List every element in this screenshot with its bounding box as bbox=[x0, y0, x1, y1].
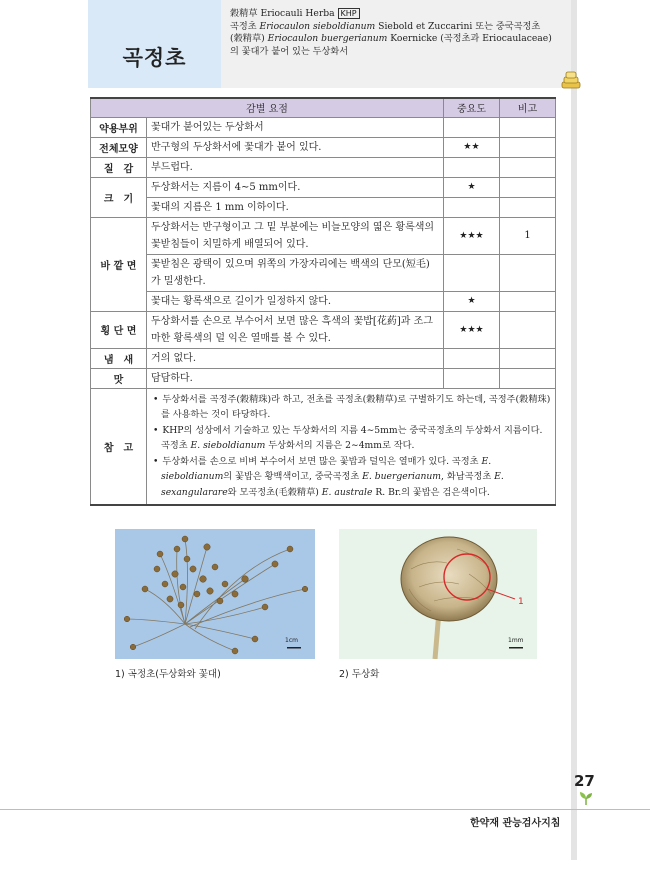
book-title: 한약재 관능검사지침 bbox=[470, 818, 561, 829]
definition-line-4: 의 꽃대가 붙어 있는 두상화서 bbox=[230, 45, 349, 57]
right-rail bbox=[571, 0, 577, 860]
note-cell bbox=[500, 137, 556, 157]
note-item: • 두상화서를 곡정주(穀精珠)라 하고, 전초를 곡정초(穀精草)로 구별하기도 하는데, 곡정주(穀精珠)를 사용하는 것이 타당하다. bbox=[151, 392, 551, 423]
importance-cell: ★ bbox=[444, 177, 500, 197]
note-text: 와 모곡정초(毛穀精草) bbox=[227, 486, 322, 498]
definition-text: 곡정초 bbox=[230, 20, 260, 32]
species-name: Eriocaulon sieboldianum bbox=[259, 20, 376, 32]
note-cell bbox=[500, 368, 556, 388]
note-text: 두상화서의 지름은 2∼4mm로 작다. bbox=[265, 440, 415, 451]
note-cell: 1 bbox=[500, 217, 556, 254]
importance-cell bbox=[444, 157, 500, 177]
row-label-ref: 참 고 bbox=[91, 388, 147, 505]
herb-latin-line bbox=[230, 8, 565, 21]
note-item bbox=[151, 454, 551, 501]
table-header-row bbox=[91, 98, 556, 117]
note-cell bbox=[500, 348, 556, 368]
species-name: E. buergerianum bbox=[362, 471, 442, 482]
row-desc: 두상화서는 반구형이고 그 밑 부분에는 비늘모양의 엷은 황록색의 꽃받침들이 치밀하게 배열되어 있다. bbox=[147, 217, 444, 254]
table-row bbox=[91, 368, 556, 388]
row-desc: 꽃대가 붙어있는 두상화서 bbox=[147, 117, 444, 137]
row-desc: 거의 없다. bbox=[147, 348, 444, 368]
row-label-size: 크 기 bbox=[91, 177, 147, 217]
row-desc: 꽃대의 지름은 1 mm 이하이다. bbox=[147, 197, 444, 217]
reference-notes-cell bbox=[147, 388, 556, 505]
table-row bbox=[91, 197, 556, 217]
note-item bbox=[151, 423, 551, 454]
table-row bbox=[91, 117, 556, 137]
species-name: E. australe bbox=[321, 486, 373, 498]
definition-line-3 bbox=[230, 33, 565, 46]
callout-marker: 1 bbox=[518, 597, 524, 607]
species-name: Eriocaulon buergerianum bbox=[267, 33, 388, 44]
figure-flower-head bbox=[339, 529, 537, 659]
note-text: R. Br.의 꽃밥은 검은색이다. bbox=[372, 486, 490, 498]
title-box bbox=[88, 0, 221, 88]
importance-cell bbox=[444, 197, 500, 217]
row-label-texture: 질 감 bbox=[91, 157, 147, 177]
definition-text: (穀精草) bbox=[230, 33, 268, 44]
row-label-part: 약용부위 bbox=[91, 117, 147, 137]
species-name: E. sieboldianum bbox=[190, 440, 266, 451]
figure-caption: 1) 곡정초(두상화와 꽃대) bbox=[115, 669, 221, 680]
note-cell bbox=[500, 157, 556, 177]
importance-cell bbox=[444, 368, 500, 388]
importance-cell: ★★ bbox=[444, 137, 500, 157]
herb-definition bbox=[230, 8, 565, 58]
inspection-table bbox=[90, 97, 556, 506]
definition-text: Koernicke (곡정초과 Eriocaulaceae) bbox=[387, 33, 552, 44]
table-row bbox=[91, 137, 556, 157]
note-cell bbox=[500, 291, 556, 311]
row-label-cross: 횡 단 면 bbox=[91, 311, 147, 348]
note-cell bbox=[500, 197, 556, 217]
row-desc: 부드럽다. bbox=[147, 157, 444, 177]
row-desc: 꽃받침은 광택이 있으며 위쪽의 가장자리에는 백색의 단모(短毛)가 밀생한다. bbox=[147, 254, 444, 291]
herb-name-latin: 穀精草 Eriocauli Herba bbox=[230, 8, 335, 19]
leaf-icon bbox=[578, 790, 594, 806]
importance-cell bbox=[444, 117, 500, 137]
figure-caption: 2) 두상화 bbox=[339, 669, 380, 680]
page-title: 곡정초 bbox=[122, 46, 187, 70]
row-desc: 두상화서를 손으로 부수어서 보면 많은 흑색의 꽃밥[花葯]과 조그마한 황록색의 덜 익은 열매를 볼 수 있다. bbox=[147, 311, 444, 348]
table-row bbox=[91, 254, 556, 291]
importance-cell bbox=[444, 254, 500, 291]
khp-badge: KHP bbox=[338, 8, 360, 19]
herb-stack-icon bbox=[560, 70, 582, 92]
importance-cell: ★ bbox=[444, 291, 500, 311]
row-label-smell: 냄 새 bbox=[91, 348, 147, 368]
row-desc: 두상화서는 지름이 4∼5 mm이다. bbox=[147, 177, 444, 197]
note-cell bbox=[500, 254, 556, 291]
table-row bbox=[91, 291, 556, 311]
note-cell bbox=[500, 311, 556, 348]
table-row bbox=[91, 311, 556, 348]
row-label-outer: 바 깥 면 bbox=[91, 217, 147, 311]
table-row bbox=[91, 177, 556, 197]
importance-cell bbox=[444, 348, 500, 368]
definition-text: Siebold et Zuccarini 또는 중국곡정초 bbox=[375, 20, 541, 32]
note-text: 두상화서를 손으로 비벼 부수어서 보면 많은 꽃밥과 덜익은 열매가 있다. 곡정초 bbox=[162, 455, 482, 467]
table-row bbox=[91, 157, 556, 177]
header-points: 감별 요점 bbox=[91, 98, 444, 117]
row-label-taste: 맛 bbox=[91, 368, 147, 388]
note-cell bbox=[500, 177, 556, 197]
header-importance: 중요도 bbox=[444, 98, 500, 117]
note-cell bbox=[500, 117, 556, 137]
row-label-whole: 전체모양 bbox=[91, 137, 147, 157]
scale-label: 1cm bbox=[285, 637, 298, 644]
note-text: 의 꽃밥은 황백색이고, 중국곡정초 bbox=[223, 471, 363, 482]
species-name: E. sexangularare bbox=[161, 471, 504, 498]
importance-cell: ★★★ bbox=[444, 311, 500, 348]
importance-cell: ★★★ bbox=[444, 217, 500, 254]
table-row bbox=[91, 388, 556, 505]
reference-notes bbox=[147, 389, 555, 505]
definition-line-2 bbox=[230, 21, 565, 34]
page-number: 27 bbox=[574, 772, 595, 790]
species-name: E. sieboldianum bbox=[161, 455, 492, 482]
row-desc: 꽃대는 황록색으로 길이가 일정하지 않다. bbox=[147, 291, 444, 311]
table-row bbox=[91, 348, 556, 368]
footer-divider bbox=[0, 809, 650, 810]
note-text: , 화남곡정초 bbox=[441, 471, 495, 482]
table-row bbox=[91, 217, 556, 254]
scale-label: 1mm bbox=[508, 637, 524, 644]
note-text: KHP의 성상에서 기술하고 있는 두상화서의 지름 4∼5mm는 중국곡정초의 두상화서 지름이다. 곡정초 bbox=[161, 424, 543, 451]
figure-whole-plant bbox=[115, 529, 315, 659]
header-note: 비고 bbox=[500, 98, 556, 117]
row-desc: 담담하다. bbox=[147, 368, 444, 388]
row-desc: 반구형의 두상화서에 꽃대가 붙어 있다. bbox=[147, 137, 444, 157]
